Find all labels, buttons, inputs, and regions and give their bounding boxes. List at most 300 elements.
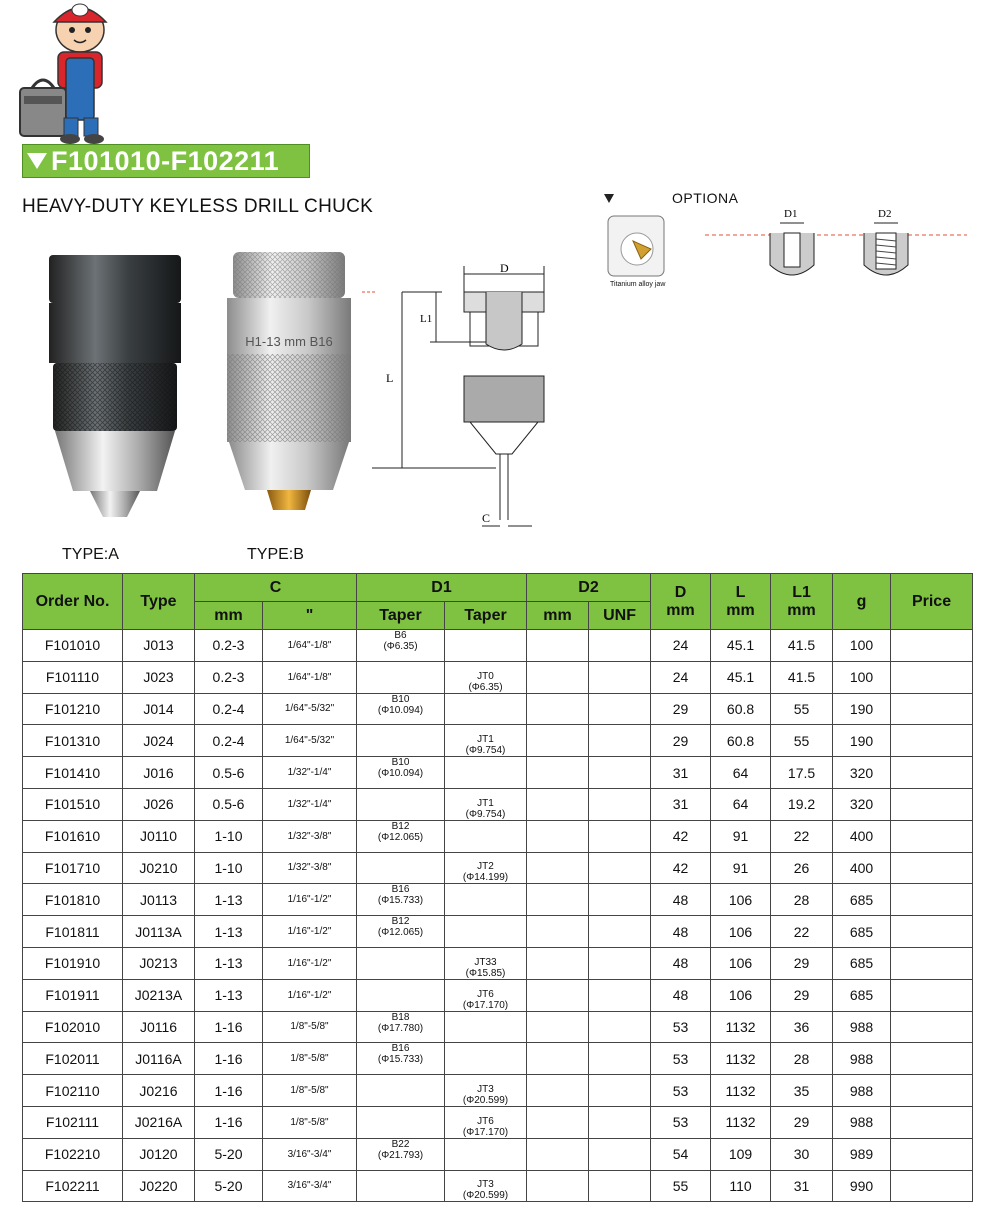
c-inch-cell: 1/32"-3/8" (263, 852, 357, 884)
d2-unf-cell (589, 661, 651, 693)
d-cell: 24 (651, 630, 711, 662)
price-cell (891, 725, 973, 757)
g-cell: 685 (833, 947, 891, 979)
d2-unf-cell (589, 979, 651, 1011)
type-cell: J0220 (123, 1170, 195, 1202)
d1-taper-b-cell-diameter: (Φ6.35) (383, 641, 418, 652)
d1-taper-jt-cell (445, 661, 527, 693)
l-cell: 110 (711, 1170, 771, 1202)
d1-taper-b-cell (357, 1011, 445, 1043)
d2-unf-cell (589, 1170, 651, 1202)
l-cell: 91 (711, 852, 771, 884)
c-mm-cell: 1-16 (195, 1011, 263, 1043)
d1-taper-jt-cell (445, 1138, 527, 1170)
d2-unf-cell (589, 788, 651, 820)
d-cell: 53 (651, 1075, 711, 1107)
d1-taper-b-cell (357, 693, 445, 725)
d1-figure-label: D1 (784, 208, 798, 220)
c-mm-cell: 0.2-3 (195, 661, 263, 693)
d1-taper-jt-cell-code: JT2 (477, 861, 494, 873)
d1-taper-jt-cell-code: JT6 (477, 1115, 494, 1127)
d1-taper-b-cell-code: B12 (391, 820, 410, 832)
price-cell (891, 916, 973, 948)
type-cell: J0116 (123, 1011, 195, 1043)
c-mm-cell: 1-13 (195, 916, 263, 948)
c-mm-cell: 5-20 (195, 1170, 263, 1202)
d1-taper-jt-cell-code: JT33 (474, 956, 497, 968)
c-inch-cell: 1/64"-5/32" (263, 725, 357, 757)
d1-taper-jt-cell (445, 757, 527, 789)
c-inch-cell: 1/32"-1/4" (263, 788, 357, 820)
col-d-mm (651, 574, 711, 630)
d1-taper-jt-cell-code: JT6 (477, 988, 494, 1000)
l1-cell: 30 (771, 1138, 833, 1170)
d1-taper-b-cell-diameter: (Φ15.733) (377, 1054, 424, 1066)
d2-mm-cell (527, 979, 589, 1011)
d-cell: 29 (651, 693, 711, 725)
d2-mm-cell (527, 852, 589, 884)
order-no-cell: F101310 (23, 725, 123, 757)
d1-taper-b-cell-diameter: (Φ10.094) (377, 704, 424, 716)
col-l-unit: mm (726, 601, 755, 619)
d1-taper-b-cell-diameter: (Φ12.065) (377, 831, 424, 843)
d1-taper-jt-cell (445, 947, 527, 979)
table-row (23, 693, 973, 725)
price-cell (891, 1170, 973, 1202)
l-cell: 64 (711, 757, 771, 789)
col-d1-taper-jt: Taper (445, 602, 527, 630)
table-row (23, 820, 973, 852)
d-cell: 48 (651, 916, 711, 948)
d2-mm-cell (527, 1170, 589, 1202)
d1-taper-jt-cell (445, 852, 527, 884)
order-no-cell: F101810 (23, 884, 123, 916)
l1-cell: 41.5 (771, 630, 833, 662)
g-cell: 989 (833, 1138, 891, 1170)
l-cell: 45.1 (711, 630, 771, 662)
d1-taper-jt-cell-code: JT1 (477, 797, 494, 809)
order-no-cell: F101510 (23, 788, 123, 820)
d1-taper-b-cell-code: B22 (391, 1138, 410, 1150)
d2-mm-cell (527, 693, 589, 725)
d-cell: 53 (651, 1011, 711, 1043)
d1-taper-b-cell-code: B10 (391, 757, 410, 769)
l-cell: 64 (711, 788, 771, 820)
l-cell: 60.8 (711, 725, 771, 757)
order-no-cell: F101710 (23, 852, 123, 884)
l1-cell: 28 (771, 1043, 833, 1075)
g-cell: 190 (833, 693, 891, 725)
drawing-label-d: D (500, 261, 509, 275)
d1-taper-b-cell-code: B6 (394, 630, 407, 641)
d1-taper-jt-cell (445, 630, 527, 662)
d1-taper-b-cell-diameter: (Φ10.094) (377, 768, 424, 780)
d2-mm-cell (527, 788, 589, 820)
g-cell: 320 (833, 788, 891, 820)
g-cell: 988 (833, 1075, 891, 1107)
l-cell: 1132 (711, 1106, 771, 1138)
d1-taper-jt-cell-diameter: (Φ20.599) (462, 1190, 509, 1202)
l-cell: 45.1 (711, 661, 771, 693)
d2-unf-cell (589, 725, 651, 757)
spec-table-body (23, 630, 973, 1202)
col-g: g (833, 574, 891, 630)
d1-taper-b-cell (357, 757, 445, 789)
d2-unf-cell (589, 630, 651, 662)
l1-cell: 17.5 (771, 757, 833, 789)
l1-cell: 29 (771, 947, 833, 979)
col-l-mm (711, 574, 771, 630)
d-cell: 54 (651, 1138, 711, 1170)
table-row (23, 884, 973, 916)
d2-mm-cell (527, 1138, 589, 1170)
c-mm-cell: 1-10 (195, 820, 263, 852)
l1-cell: 35 (771, 1075, 833, 1107)
d-cell: 42 (651, 852, 711, 884)
d2-mm-cell (527, 947, 589, 979)
d1-taper-jt-cell (445, 1011, 527, 1043)
g-cell: 988 (833, 1043, 891, 1075)
price-cell (891, 852, 973, 884)
c-inch-cell: 1/64"-1/8" (263, 630, 357, 662)
order-no-cell: F102010 (23, 1011, 123, 1043)
table-row (23, 630, 973, 662)
d1-taper-b-cell-code: B12 (391, 916, 410, 928)
c-inch-cell: 1/16"-1/2" (263, 979, 357, 1011)
d1-taper-b-cell (357, 1043, 445, 1075)
table-row (23, 1106, 973, 1138)
d1-taper-b-cell (357, 661, 445, 693)
d1-taper-b-cell (357, 1138, 445, 1170)
type-cell: J014 (123, 693, 195, 725)
d-cell: 55 (651, 1170, 711, 1202)
d2-mm-cell (527, 1075, 589, 1107)
d2-mm-cell (527, 630, 589, 662)
col-l1-unit: mm (787, 601, 816, 619)
d1-taper-b-cell-diameter: (Φ12.065) (377, 927, 424, 939)
d1-taper-jt-cell-diameter: (Φ14.199) (462, 872, 509, 884)
col-d2: D2 (527, 574, 651, 602)
table-row (23, 1138, 973, 1170)
l1-cell: 55 (771, 725, 833, 757)
table-row (23, 757, 973, 789)
d-cell: 48 (651, 979, 711, 1011)
col-d1-taper-b: Taper (357, 602, 445, 630)
c-mm-cell: 1-13 (195, 979, 263, 1011)
l1-cell: 36 (771, 1011, 833, 1043)
d1-taper-b-cell-code: B18 (391, 1011, 410, 1023)
order-no-cell: F101610 (23, 820, 123, 852)
l-cell: 91 (711, 820, 771, 852)
d1-taper-jt-cell (445, 693, 527, 725)
col-l-name: L (735, 583, 746, 601)
price-cell (891, 1138, 973, 1170)
d-cell: 48 (651, 947, 711, 979)
order-no-cell: F102011 (23, 1043, 123, 1075)
d1-taper-b-cell (357, 979, 445, 1011)
l1-cell: 29 (771, 1106, 833, 1138)
d2-mm-cell (527, 884, 589, 916)
chuck-type-b-image (225, 252, 353, 517)
g-cell: 988 (833, 1106, 891, 1138)
order-no-cell: F101210 (23, 693, 123, 725)
d1-taper-b-cell (357, 1106, 445, 1138)
order-no-cell: F101110 (23, 661, 123, 693)
c-mm-cell: 1-16 (195, 1075, 263, 1107)
type-cell: J0116A (123, 1043, 195, 1075)
l-cell: 106 (711, 884, 771, 916)
d2-unf-cell (589, 757, 651, 789)
c-mm-cell: 5-20 (195, 1138, 263, 1170)
c-mm-cell: 1-16 (195, 1043, 263, 1075)
optional-label: OPTIONA (672, 190, 739, 206)
g-cell: 988 (833, 1011, 891, 1043)
d1-taper-jt-cell-diameter: (Φ9.754) (465, 745, 506, 757)
table-row (23, 1170, 973, 1202)
d1-taper-jt-cell-diameter: (Φ17.170) (462, 1126, 509, 1138)
d2-unf-cell (589, 1043, 651, 1075)
d1-taper-b-cell (357, 1075, 445, 1107)
d1-taper-jt-cell-diameter: (Φ17.170) (462, 999, 509, 1011)
d1-taper-jt-cell-diameter: (Φ15.85) (465, 967, 506, 979)
d1-taper-b-cell-code: B16 (391, 1043, 410, 1055)
g-cell: 990 (833, 1170, 891, 1202)
table-row (23, 788, 973, 820)
order-no-cell: F102211 (23, 1170, 123, 1202)
product-code-banner (22, 144, 310, 178)
d-cell: 48 (651, 884, 711, 916)
l-cell: 109 (711, 1138, 771, 1170)
type-cell: J016 (123, 757, 195, 789)
price-cell (891, 979, 973, 1011)
type-cell: J0210 (123, 852, 195, 884)
l1-cell: 41.5 (771, 661, 833, 693)
g-cell: 685 (833, 916, 891, 948)
price-cell (891, 661, 973, 693)
d1-taper-b-cell (357, 947, 445, 979)
g-cell: 190 (833, 725, 891, 757)
d1-taper-b-cell (357, 788, 445, 820)
type-cell: J0110 (123, 820, 195, 852)
d1-taper-jt-cell (445, 979, 527, 1011)
price-cell (891, 630, 973, 662)
price-cell (891, 820, 973, 852)
g-cell: 100 (833, 630, 891, 662)
d2-mm-cell (527, 916, 589, 948)
c-inch-cell: 1/16"-1/2" (263, 884, 357, 916)
col-d2-mm: mm (527, 602, 589, 630)
type-cell: J0213 (123, 947, 195, 979)
d2-mm-cell (527, 1043, 589, 1075)
reference-dashed-line (705, 234, 967, 236)
type-cell: J023 (123, 661, 195, 693)
type-cell: J026 (123, 788, 195, 820)
d1-taper-jt-cell-code: JT3 (477, 1083, 494, 1095)
chuck-dimension-drawing (362, 258, 562, 543)
d1-taper-b-cell (357, 820, 445, 852)
c-inch-cell: 1/32"-3/8" (263, 820, 357, 852)
d2-mm-cell (527, 757, 589, 789)
l1-cell: 31 (771, 1170, 833, 1202)
c-inch-cell: 1/64"-5/32" (263, 693, 357, 725)
type-b-label: TYPE:B (247, 546, 304, 563)
d1-taper-jt-cell (445, 1170, 527, 1202)
d2-unf-cell (589, 947, 651, 979)
l1-cell: 19.2 (771, 788, 833, 820)
d-cell: 31 (651, 788, 711, 820)
d1-taper-jt-cell (445, 1075, 527, 1107)
d-cell: 42 (651, 820, 711, 852)
c-inch-cell: 1/8"-5/8" (263, 1075, 357, 1107)
col-l1-name: L1 (792, 583, 811, 601)
c-inch-cell: 1/8"-5/8" (263, 1011, 357, 1043)
d1-taper-b-cell-diameter: (Φ15.733) (377, 895, 424, 907)
d2-unf-cell (589, 852, 651, 884)
d1-taper-jt-cell-diameter: (Φ9.754) (465, 808, 506, 820)
d1-taper-jt-cell-code: JT0 (477, 670, 494, 682)
order-no-cell: F101811 (23, 916, 123, 948)
d2-unf-cell (589, 820, 651, 852)
d2-unf-cell (589, 916, 651, 948)
type-a-label: TYPE:A (62, 546, 119, 563)
order-no-cell: F101911 (23, 979, 123, 1011)
c-mm-cell: 0.2-4 (195, 725, 263, 757)
d1-taper-jt-cell (445, 788, 527, 820)
jaw-caption: Titanium alloy jaw (610, 281, 666, 288)
price-cell (891, 757, 973, 789)
d2-mm-cell (527, 1011, 589, 1043)
col-d1: D1 (357, 574, 527, 602)
triangle-down-icon (27, 153, 47, 169)
order-no-cell: F101910 (23, 947, 123, 979)
table-row (23, 916, 973, 948)
c-mm-cell: 1-16 (195, 1106, 263, 1138)
spec-table (22, 573, 973, 1202)
l-cell: 106 (711, 916, 771, 948)
c-inch-cell: 1/8"-5/8" (263, 1106, 357, 1138)
d1-taper-b-cell-code: B16 (391, 884, 410, 896)
d1-taper-jt-cell (445, 820, 527, 852)
col-l1-mm (771, 574, 833, 630)
c-inch-cell: 1/16"-1/2" (263, 947, 357, 979)
type-cell: J0113A (123, 916, 195, 948)
table-row (23, 1043, 973, 1075)
col-c: C (195, 574, 357, 602)
order-no-cell: F101010 (23, 630, 123, 662)
triangle-down-icon (604, 194, 614, 203)
d1-taper-b-cell (357, 916, 445, 948)
g-cell: 685 (833, 884, 891, 916)
g-cell: 400 (833, 852, 891, 884)
d2-mm-cell (527, 1106, 589, 1138)
c-mm-cell: 0.5-6 (195, 757, 263, 789)
col-c-inch: " (263, 602, 357, 630)
table-row (23, 1075, 973, 1107)
l-cell: 1132 (711, 1011, 771, 1043)
price-cell (891, 1011, 973, 1043)
table-row (23, 725, 973, 757)
table-row (23, 947, 973, 979)
l1-cell: 22 (771, 820, 833, 852)
price-cell (891, 884, 973, 916)
d2-unf-cell (589, 1075, 651, 1107)
d1-taper-b-cell (357, 725, 445, 757)
c-inch-cell: 3/16"-3/4" (263, 1170, 357, 1202)
l-cell: 106 (711, 979, 771, 1011)
col-type: Type (123, 574, 195, 630)
col-d-unit: mm (666, 601, 695, 619)
d-cell: 29 (651, 725, 711, 757)
price-cell (891, 788, 973, 820)
d1-taper-jt-cell-code: JT3 (477, 1179, 494, 1191)
d2-section-figure (856, 205, 916, 285)
type-cell: J0113 (123, 884, 195, 916)
d1-taper-jt-cell-code: JT1 (477, 734, 494, 746)
price-cell (891, 1075, 973, 1107)
d1-taper-jt-cell-diameter: (Φ20.599) (462, 1094, 509, 1106)
titanium-jaw-image (607, 215, 665, 277)
table-row (23, 1011, 973, 1043)
c-mm-cell: 1-13 (195, 884, 263, 916)
g-cell: 400 (833, 820, 891, 852)
d1-taper-b-cell (357, 1170, 445, 1202)
type-cell: J0120 (123, 1138, 195, 1170)
l1-cell: 28 (771, 884, 833, 916)
d1-taper-jt-cell-diameter: (Φ6.35) (468, 681, 503, 693)
price-cell (891, 693, 973, 725)
d1-taper-jt-cell (445, 916, 527, 948)
d2-unf-cell (589, 1106, 651, 1138)
c-inch-cell: 1/16"-1/2" (263, 916, 357, 948)
l-cell: 1132 (711, 1043, 771, 1075)
c-mm-cell: 0.2-4 (195, 693, 263, 725)
type-cell: J013 (123, 630, 195, 662)
chuck-b-engraving: H1-13 mm B16 (245, 334, 333, 349)
d2-unf-cell (589, 1011, 651, 1043)
order-no-cell: F102111 (23, 1106, 123, 1138)
d1-taper-b-cell-diameter: (Φ21.793) (377, 1149, 424, 1161)
l-cell: 1132 (711, 1075, 771, 1107)
c-inch-cell: 1/64"-1/8" (263, 661, 357, 693)
mascot-illustration (18, 0, 128, 145)
d2-figure-label: D2 (878, 208, 892, 220)
price-cell (891, 1106, 973, 1138)
d2-unf-cell (589, 884, 651, 916)
d1-taper-jt-cell (445, 725, 527, 757)
d1-section-figure (762, 205, 822, 285)
c-mm-cell: 1-10 (195, 852, 263, 884)
order-no-cell: F101410 (23, 757, 123, 789)
d2-mm-cell (527, 820, 589, 852)
c-mm-cell: 0.2-3 (195, 630, 263, 662)
c-inch-cell: 1/8"-5/8" (263, 1043, 357, 1075)
d-cell: 53 (651, 1043, 711, 1075)
table-row (23, 852, 973, 884)
order-no-cell: F102110 (23, 1075, 123, 1107)
d2-unf-cell (589, 1138, 651, 1170)
d1-taper-b-cell-code: B10 (391, 693, 410, 705)
d2-mm-cell (527, 725, 589, 757)
header-row-1 (23, 574, 973, 602)
d1-taper-b-cell (357, 852, 445, 884)
d1-taper-jt-cell (445, 884, 527, 916)
c-mm-cell: 1-13 (195, 947, 263, 979)
drawing-label-l1: L1 (420, 313, 433, 325)
col-order-no: Order No. (23, 574, 123, 630)
d-cell: 24 (651, 661, 711, 693)
type-cell: J0216 (123, 1075, 195, 1107)
col-d2-unf: UNF (589, 602, 651, 630)
